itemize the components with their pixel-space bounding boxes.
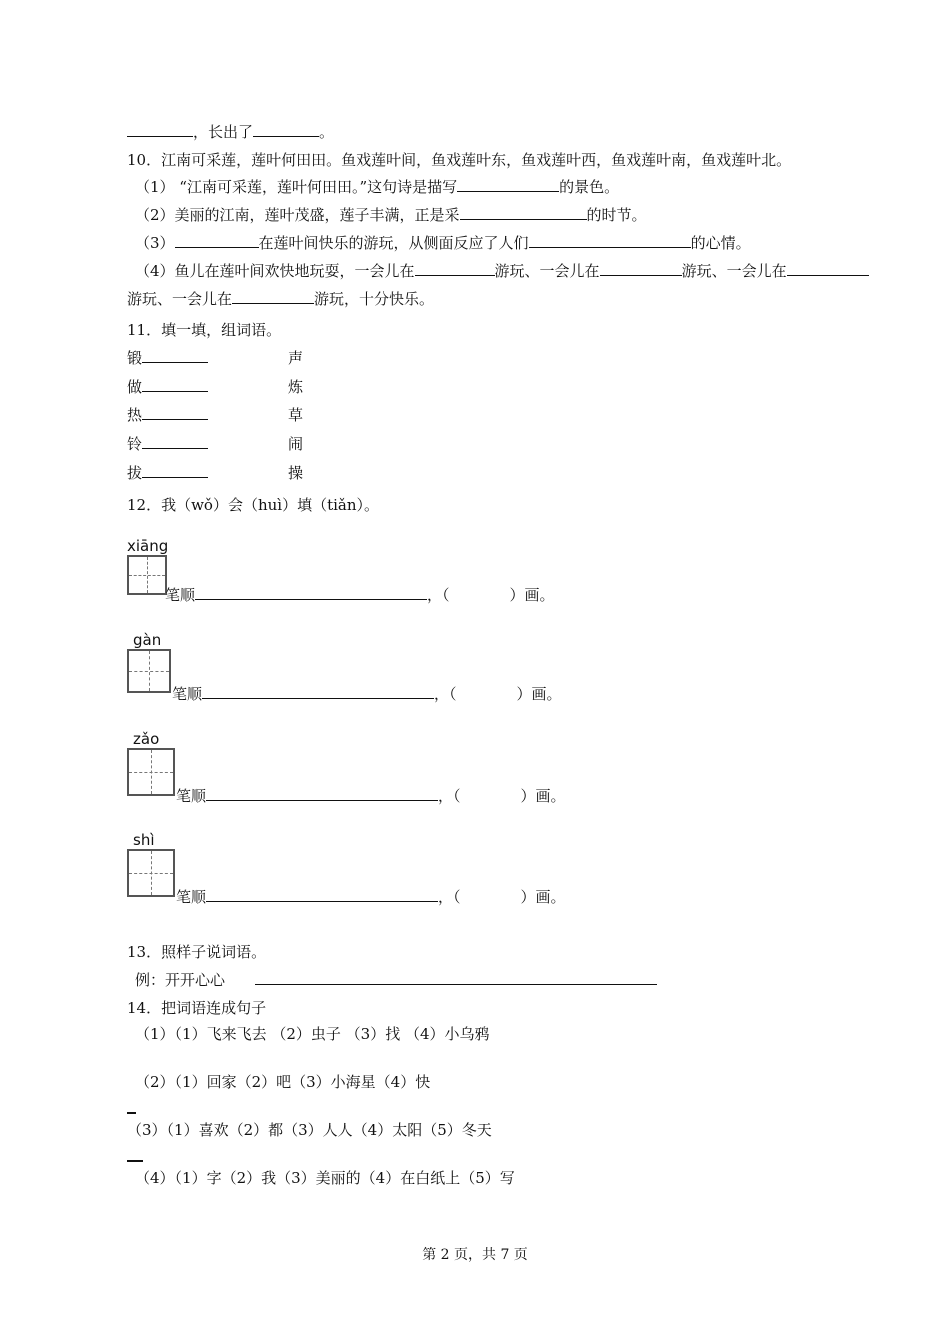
q11-row: 锻 [127, 348, 208, 368]
q11-right-char: 草 [288, 406, 304, 424]
pinyin-label: xiāng [127, 537, 169, 555]
page-footer: 第 2 页，共 7 页 [422, 1247, 528, 1263]
stroke-order-line: 笔顺 ，（ ）画。 [172, 685, 562, 703]
blank[interactable] [202, 684, 434, 699]
q10-part2: （2）美丽的江南，莲叶茂盛，莲子丰满，正是采 的时节。 [135, 206, 647, 224]
stroke-order-line: 笔顺 ，（ ）画。 [165, 586, 555, 604]
stroke-order-line: 笔顺 ，（ ）画。 [176, 787, 566, 805]
writing-grid[interactable] [127, 849, 175, 897]
blank[interactable] [142, 434, 208, 449]
blank[interactable] [457, 177, 559, 192]
blank[interactable] [415, 261, 495, 276]
blank[interactable] [142, 463, 208, 478]
blank[interactable] [232, 289, 314, 304]
q13-example: 例：开开心心 [135, 970, 657, 990]
blank[interactable] [460, 205, 587, 220]
q14-title: 14．把词语连成句子 [127, 999, 267, 1017]
q10-part4-cont: 游玩、一会儿在 游玩，十分快乐。 [127, 290, 435, 308]
stroke-order-line: 笔顺 ，（ ）画。 [176, 888, 566, 906]
q11-right-char: 闹 [288, 435, 304, 453]
answer-mark [127, 1160, 143, 1162]
blank[interactable] [142, 348, 208, 363]
q13-title: 13．照样子说词语。 [127, 943, 267, 961]
blank[interactable] [142, 405, 208, 420]
pinyin-label: shì [133, 831, 155, 849]
q11-row: 铃 [127, 434, 208, 454]
q11-row: 热 [127, 405, 208, 425]
q10-part1: （1） “江南可采莲，莲叶何田田。”这句诗是描写 的景色。 [135, 178, 620, 196]
writing-grid[interactable] [127, 748, 175, 796]
q11-right-char: 声 [288, 349, 304, 367]
q12-title: 12．我（wǒ）会（huì）填（tiǎn）。 [127, 496, 380, 514]
answer-line[interactable] [255, 970, 657, 985]
q10-title: 10．江南可采莲，莲叶何田田。鱼戏莲叶间，鱼戏莲叶东，鱼戏莲叶西，鱼戏莲叶南，鱼戏莲叶北。 [127, 151, 792, 169]
blank[interactable] [195, 585, 427, 600]
q14-sentence-2: （2）（1）回家（2）吧（3）小海星（4）快 [135, 1073, 431, 1091]
blank[interactable] [253, 122, 319, 137]
q11-right-char: 操 [288, 464, 304, 482]
q11-row: 做 [127, 377, 208, 397]
answer-mark [127, 1112, 136, 1114]
continuation-line: ，长出了 。 [127, 122, 334, 142]
blank[interactable] [127, 122, 193, 137]
writing-grid[interactable] [127, 649, 171, 693]
blank[interactable] [206, 887, 438, 902]
blank[interactable] [600, 261, 682, 276]
q11-right-char: 炼 [288, 378, 304, 396]
q14-sentence-4: （4）（1）字（2）我（3）美丽的（4）在白纸上（5）写 [135, 1169, 515, 1187]
q14-sentence-3: （3）（1）喜欢（2）都（3）人人（4）太阳（5）冬天 [127, 1121, 492, 1139]
q10-part4: （4）鱼儿在莲叶间欢快地玩耍，一会儿在 游玩、一会儿在 游玩、一会儿在 [135, 261, 869, 281]
blank[interactable] [787, 261, 869, 276]
q11-title: 11．填一填，组词语。 [127, 321, 282, 339]
q10-part3: （3） 在莲叶间快乐的游玩，从侧面反应了人们 的心情。 [135, 234, 751, 252]
blank[interactable] [142, 377, 208, 392]
pinyin-label: gàn [133, 631, 162, 649]
pinyin-label: zǎo [133, 730, 160, 748]
q11-row: 拔 [127, 463, 208, 483]
q14-sentence-1: （1）（1）飞来飞去 （2）虫子 （3）找 （4）小乌鸦 [135, 1025, 490, 1043]
blank[interactable] [529, 233, 691, 248]
blank[interactable] [175, 233, 259, 248]
writing-grid[interactable] [127, 555, 167, 595]
blank[interactable] [206, 786, 438, 801]
